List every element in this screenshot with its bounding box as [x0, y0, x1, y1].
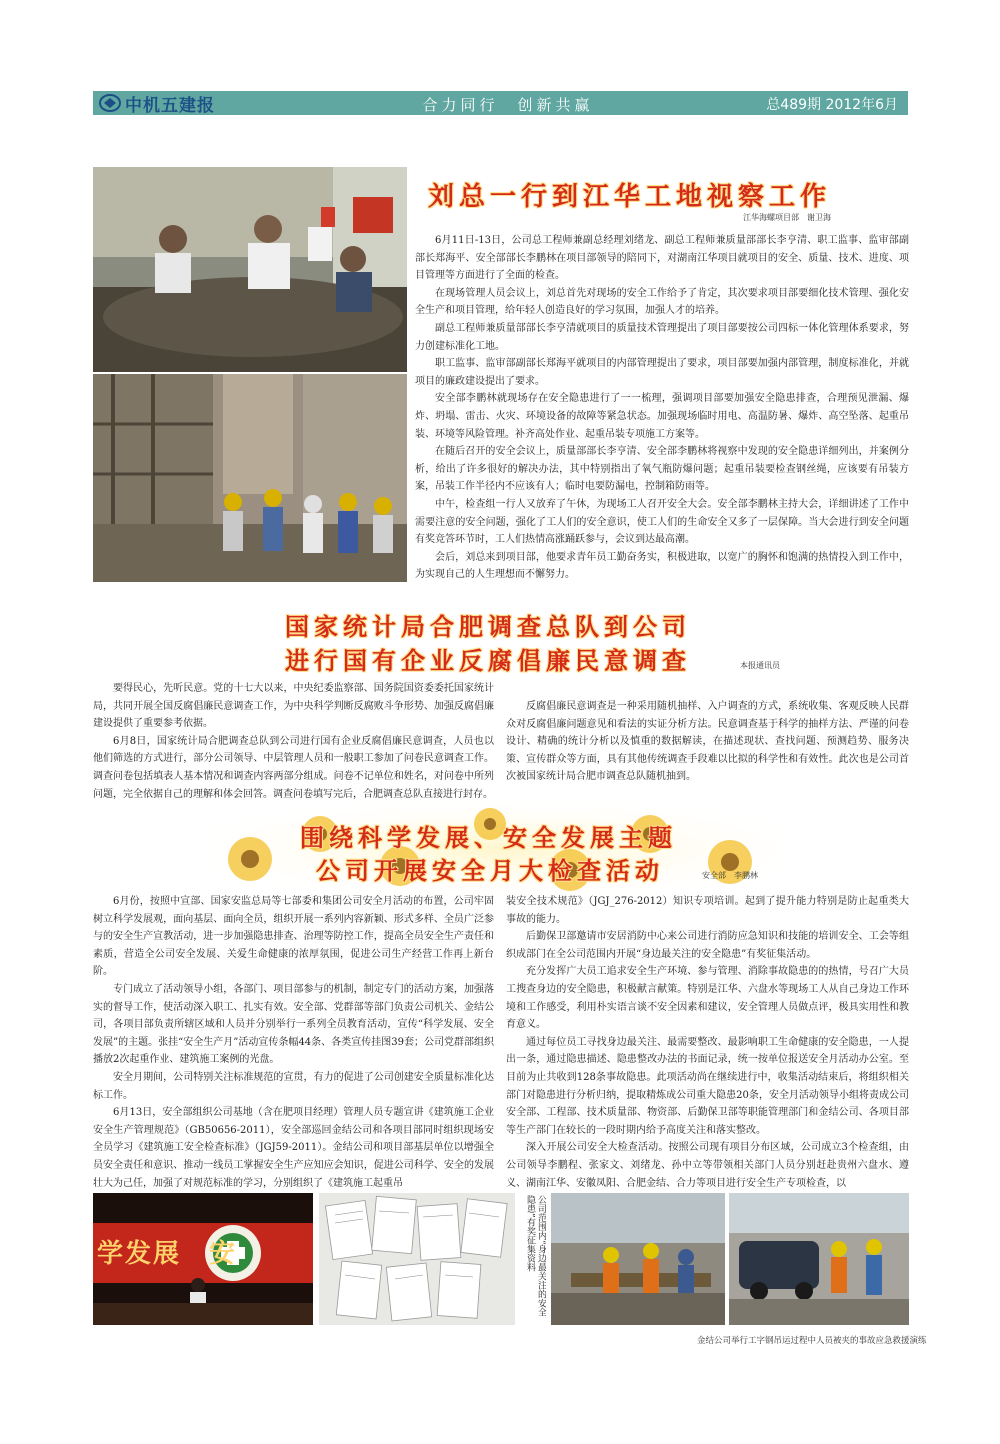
article2-paragraph: 6月8日，国家统计局合肥调查总队到公司进行国有企业反腐倡廉民意调查，人员也以他们筛选的方式进行，部分公司领导、中层管理人员和一般职工参加了问卷民意调查工作。调查问卷包括填表人基本情况和调查内容两部分组成。问卷不记单位和姓名，对问卷中所列问题，完全依据自己的理解和体会回答。调查问卷填写完后，合肥调查总队直接进行封存。	[93, 735, 494, 800]
company-logo-icon	[99, 94, 121, 112]
photo-note: 公司范围内“身边最关注的安全隐患”有奖征集资料	[525, 1195, 546, 1317]
article1-byline: 江华海螺项目部 谢卫海	[743, 213, 831, 222]
article1-body	[415, 232, 909, 584]
meeting-photo	[93, 167, 407, 372]
article2-column2	[506, 698, 909, 786]
article2-paragraph: 要得民心，先听民意。党的十七大以来，中央纪委监察部、国务院国资委委托国家统计局，共同开展全国反腐倡廉民意调查工作，为中央科学判断反腐败斗争形势、加强反腐倡廉建设提供了重要参考依据。	[93, 683, 494, 730]
article3-paragraph: 后勤保卫部邀请市安居消防中心来公司进行消防应急知识和技能的培训安全、工会等组织成部门在全公司范围内开展“身边最关注的安全隐患”有奖征集活动。	[506, 931, 909, 960]
article1-paragraph: 副总工程师兼质量部部长李亨清就项目的质量技术管理提出了项目部要按公司四标一体化管理体系要求，努力创建标准化工地。	[415, 322, 909, 352]
article2-title-line1: 国家统计局合肥调查总队到公司	[285, 613, 691, 641]
article1-paragraph: 在现场管理人员会议上，刘总首先对现场的安全工作给予了肯定，其次要求项目部要细化技术管理、强化安全生产和项目管理，给年轻人创造良好的学习氛围，加强人才的培养。	[415, 287, 909, 317]
article3-paragraph: 安全月期间，公司特别关注标准规范的宣贯，有力的促进了公司创建安全质量标准化达标工作。	[93, 1071, 494, 1101]
article2-byline: 本报通讯员	[740, 661, 780, 670]
issue-number: 总489期 2012年6月	[766, 97, 898, 113]
article1-paragraph: 6月11日-13日，公司总工程师兼副总经理刘绪龙、副总工程师兼质量部部长李亨清、职工监事、监审部副部长郑海平、安全部部长李鹏林在项目部领导的陪同下，对湖南江华项目就项目的安全、质量、技术、进度、项目管理等方面进行了全面的检查。	[415, 235, 909, 282]
drill-photo-2	[729, 1193, 909, 1325]
article1-paragraph: 职工监事、监审部副部长郑海平就项目的内部管理提出了要求，项目部要加强内部管理，制度标准化，并就项目的廉政建设提出了要求。	[415, 358, 909, 387]
article3-paragraph: 6月份，按照中宣部、国家安监总局等七部委和集团公司安全月活动的布置，公司牢固树立科学发展观，面向基层、面向全员，组织开展一系列内容新颖、形式多样、全员广泛参与的安全生产宣教活动，进一步加强隐患排查、治理等防控工作，提高全员安全生产责任和素质，营造全公司安全发展、关爱生命健康的浓厚氛围，促进公司生产经营工作再上新台阶。	[93, 896, 494, 978]
article3-column2	[506, 893, 909, 1192]
article3-byline: 安全部 李鹏林	[702, 871, 758, 880]
site-inspection-photo	[93, 374, 407, 582]
drill-photo-1	[551, 1193, 725, 1325]
article1-paragraph: 安全部李鹏林就现场存在安全隐患进行了一一梳理，强调项目部要加强安全隐患排查，合理预见泄漏、爆炸、坍塌、雷击、火灾、环境设备的故障等紧急状态。加强现场临时用电、高温防暑、爆炸、高空坠落、起重吊装、环境等风险管理。补齐高处作业、起重吊装专项施工方案等。	[415, 393, 909, 440]
article2-column1	[93, 680, 494, 803]
article1-title: 刘总一行到江华工地视察工作	[428, 182, 832, 212]
masthead-bar	[93, 91, 908, 115]
article3-paragraph: 通过每位员工寻找身边最关注、最需要整改、最影响职工生命健康的安全隐患，一人提出一条，通过隐患描述、隐患整改办法的书面记录，统一按单位报送安全月活动办公室。至目前为止共收到128条事故隐患。此项活动尚在继续进行中，收集活动结束后，将组织相关部门对隐患进行分析归纳，提取精炼成公司重大隐患20条，安全月活动领导小组将责成公司安全部、工程部、技术质量部、物资部、后勤保卫部等职能管理部门和金结公司、各项目部等生产部门在较长的一段时期内给予高度关注和落实整改。	[506, 1036, 909, 1136]
article3-paragraph: 深入开展公司安全大检查活动。按照公司现有项目分布区域，公司成立3个检查组，由公司领导李鹏程、张家文、刘绪龙、孙中立等带领相关部门人员分别赶赴贵州六盘水、遵义、湖南江华、安徽凤阳、合肥金结、合力等项目进行安全生产专项检查，以	[506, 1142, 909, 1189]
article3-paragraph: 专门成立了活动领导小组，各部门、项目部参与的机制，制定专门的活动方案，加强落实的督导工作，使活动深入职工、扎实有效。安全部、党群部等部门负责公司机关、金结公司，各项目部负责所辖区域和人员并分别举行一系列全员教育活动，宣传“科学发展、安全发展”的主题。张挂“安全生产月”活动宣传条幅44条、各类宣传挂图39套；公司党群部组织播放2次起重作业、建筑施工案例的光盘。	[93, 983, 494, 1066]
article3-paragraph: 装安全技术规范》（JGJ_276-2012）知识专项培训。起到了提升能力特别是防止起重类大事故的能力。	[506, 896, 909, 925]
article1-paragraph: 中午，检查组一行人又放弃了午休，为现场工人召开安全大会。安全部李鹏林主持大会，详细讲述了工作中需要注意的安全问题，强化了工人们的安全意识，使工人们的生命安全又多了一层保障。当大会进行到安全问题有奖竞答环节时，工人们热情高涨踊跃参与，会议到达最高潮。	[415, 498, 909, 546]
banner-text: 学发展 安	[97, 1239, 238, 1269]
article2-paragraph: 反腐倡廉民意调查是一种采用随机抽样、入户调查的方式，系统收集、客观反映人民群众对反腐倡廉问题意见和看法的实证分析方法。民意调查基于科学的抽样方法、严谨的问卷设计、精确的统计分析以及慎重的数据解读，在描述现状、查找问题、预测趋势、服务决策、宣传群众等方面，具有其他传统调查手段难以比拟的科学性和有效性。此次也是公司首次被国家统计局合肥市调查总队随机抽到。	[506, 701, 909, 783]
documents-photo	[319, 1193, 515, 1325]
article3-column1	[93, 893, 494, 1192]
lecture-photo	[93, 1193, 313, 1325]
photo-caption: 金结公司举行工字钢吊运过程中人员被夹的事故应急救援演练	[697, 1336, 927, 1346]
article3-title-line1: 围绕科学发展、安全发展主题	[300, 824, 677, 852]
slogan: 合力同行 创新共赢	[422, 96, 594, 114]
article3-paragraph: 6月13日，安全部组织公司基地（含在肥项目经理）管理人员专题宣讲《建筑施工企业安全生产管理规范》（GB50656-2011），安全部巡回金结公司和各项目部同时组织现场安全员学习《建筑施工安全检查标准》（JGJ59-2011）。金结公司和项目部基层单位以增强全员安全责任和意识、推动一线员工掌握安全生产应知应会知识，促进公司科学、安全的发展壮大为己任，加强了对规范标准的学习，分别组织了《建筑施工起重吊	[93, 1107, 494, 1189]
logo	[93, 91, 233, 115]
article1-paragraph: 在随后召开的安全会议上，质量部部长李亨清、安全部李鹏林将视察中发现的安全隐患详细列出，并案例分析，给出了许多很好的解决办法，其中特别指出了氧气瓶防爆问题；起重吊装要检查钢丝绳，应该要有吊装方案，吊装工作半径内不应该有人；临时电要防漏电，控制箱防雨等。	[415, 446, 909, 493]
article3-paragraph: 充分发挥广大员工追求安全生产环境、参与管理、消除事故隐患的的热情，号召广大员工搜查身边的安全隐患，积极献言献策。特别是江华、六盘水等现场工人从自己身边工作环境和工作感受，利用朴实语言谈不安全因素和建议，安全管理人员做点评，极具实用性和教育意义。	[506, 966, 909, 1031]
article2-title-line2: 进行国有企业反腐倡廉民意调查	[285, 647, 691, 675]
article1-paragraph: 会后，刘总来到项目部，他要求青年员工勤奋务实，积极进取，以宽广的胸怀和饱满的热情投入到工作中，为实现自己的人生理想而不懈努力。	[415, 551, 909, 581]
newspaper-name: 中机五建报	[125, 95, 215, 116]
article3-title-line2: 公司开展安全月大检查活动	[316, 857, 664, 885]
